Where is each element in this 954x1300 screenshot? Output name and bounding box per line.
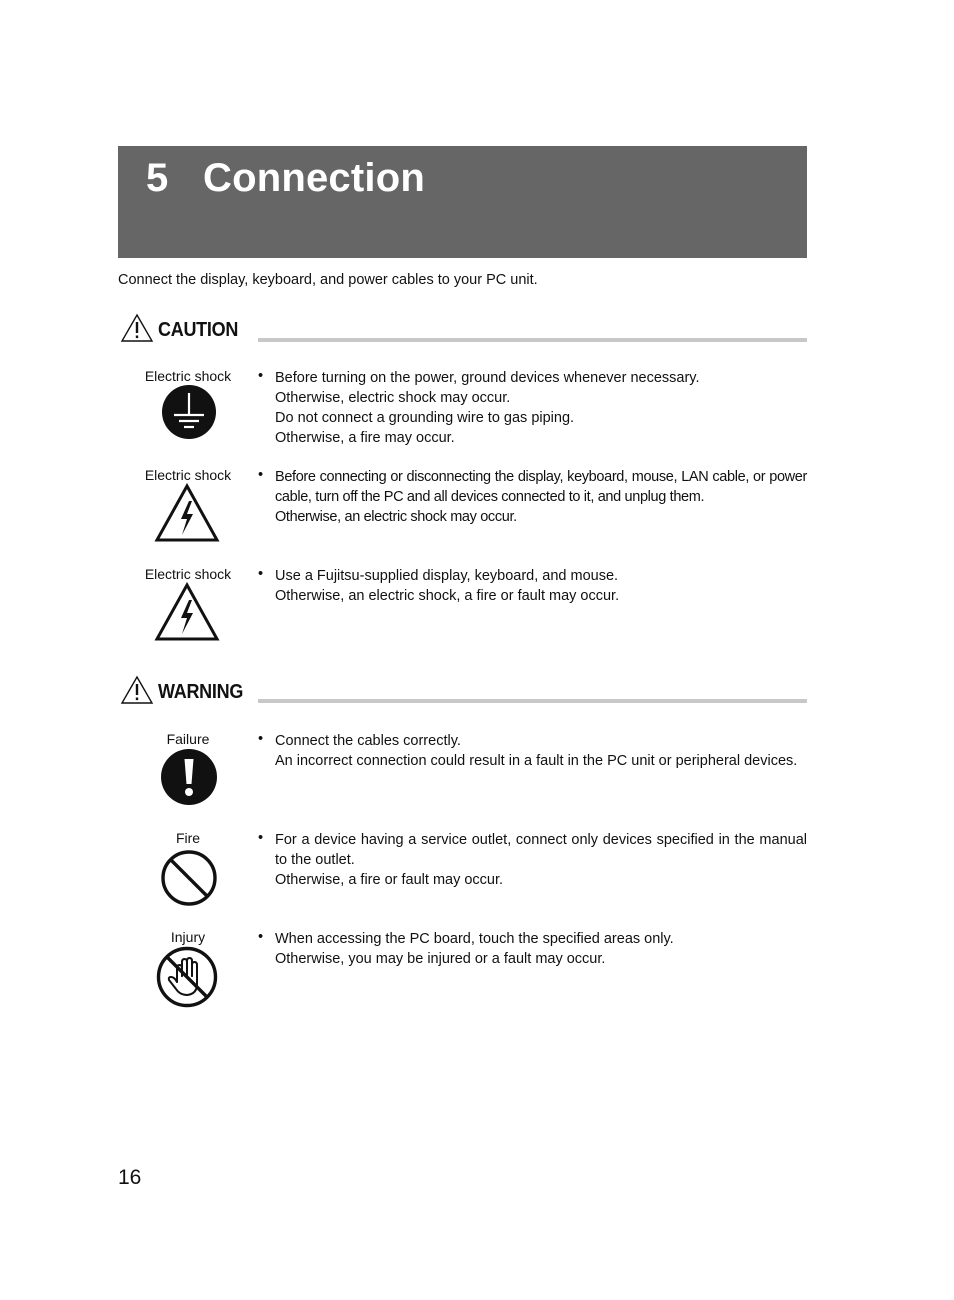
text-line: Otherwise, you may be injured or a fault may occur. — [275, 951, 606, 967]
caution-item-2-text — [275, 467, 807, 527]
caution-label: CAUTION — [158, 319, 239, 341]
electric-shock-icon — [154, 582, 220, 642]
bullet: • — [258, 731, 264, 747]
caution-item-1-text — [275, 368, 807, 448]
symbol-caption: Injury — [170, 929, 206, 945]
chapter-title — [146, 156, 425, 201]
warning-item-2-text — [275, 830, 807, 890]
bullet: • — [258, 566, 264, 582]
warning-triangle-icon — [120, 675, 154, 705]
intro-text: Connect the display, keyboard, and power cables to your PC unit. — [118, 272, 538, 288]
text-line: Do not connect a grounding wire to gas piping. — [275, 410, 575, 426]
warning-item-3 — [118, 929, 807, 1013]
chapter-number: 5 — [146, 156, 169, 200]
prohibited-icon — [160, 849, 218, 907]
text-line: When accessing the PC board, touch the specified areas only. — [275, 931, 674, 947]
electric-shock-icon — [154, 483, 220, 543]
bullet: • — [258, 830, 264, 846]
text-line: Use a Fujitsu-supplied display, keyboard, and mouse. — [275, 568, 619, 584]
caution-rule — [258, 338, 807, 342]
bullet: • — [258, 929, 264, 945]
ground-icon — [161, 384, 217, 440]
warning-rule — [258, 699, 807, 703]
warning-label: WARNING — [158, 681, 244, 703]
bullet: • — [258, 467, 264, 483]
text-line: Before connecting or disconnecting the display, keyboard, mouse, LAN cable, or power cable, turn off the PC and all devices connected to it, and unplug them. — [275, 469, 807, 505]
caution-triangle-icon — [120, 313, 154, 343]
caution-item-3 — [118, 566, 807, 646]
text-line: Before turning on the power, ground devices whenever necessary. — [275, 370, 700, 386]
warning-item-1-text — [275, 731, 807, 771]
text-line: Otherwise, a fire may occur. — [275, 430, 455, 446]
symbol-caption: Electric shock — [144, 368, 232, 384]
text-line: Connect the cables correctly. — [275, 733, 461, 749]
symbol-caption: Fire — [175, 830, 201, 846]
chapter-title-text: Connection — [203, 156, 425, 200]
caution-item-2 — [118, 467, 807, 547]
warning-item-3-text — [275, 929, 807, 969]
page-number: 16 — [118, 1166, 142, 1189]
text-line: Otherwise, an electric shock may occur. — [275, 509, 517, 525]
warning-item-2 — [118, 830, 807, 910]
chapter-banner — [118, 146, 807, 258]
text-line: For a device having a service outlet, connect only devices specified in the manual to the outlet. — [275, 832, 807, 868]
caution-item-1 — [118, 368, 807, 448]
exclamation-icon — [160, 748, 218, 806]
bullet: • — [258, 368, 264, 384]
text-line: An incorrect connection could result in a fault in the PC unit or peripheral devices. — [275, 753, 798, 769]
symbol-caption: Electric shock — [144, 566, 232, 582]
text-line: Otherwise, electric shock may occur. — [275, 390, 511, 406]
caution-heading — [118, 313, 807, 347]
symbol-caption: Failure — [166, 731, 210, 747]
warning-item-1 — [118, 731, 807, 811]
no-touch-icon — [156, 946, 218, 1008]
symbol-caption: Electric shock — [144, 467, 232, 483]
caution-item-3-text — [275, 566, 807, 606]
text-line: Otherwise, a fire or fault may occur. — [275, 872, 504, 888]
warning-heading — [118, 675, 807, 709]
text-line: Otherwise, an electric shock, a fire or fault may occur. — [275, 588, 620, 604]
